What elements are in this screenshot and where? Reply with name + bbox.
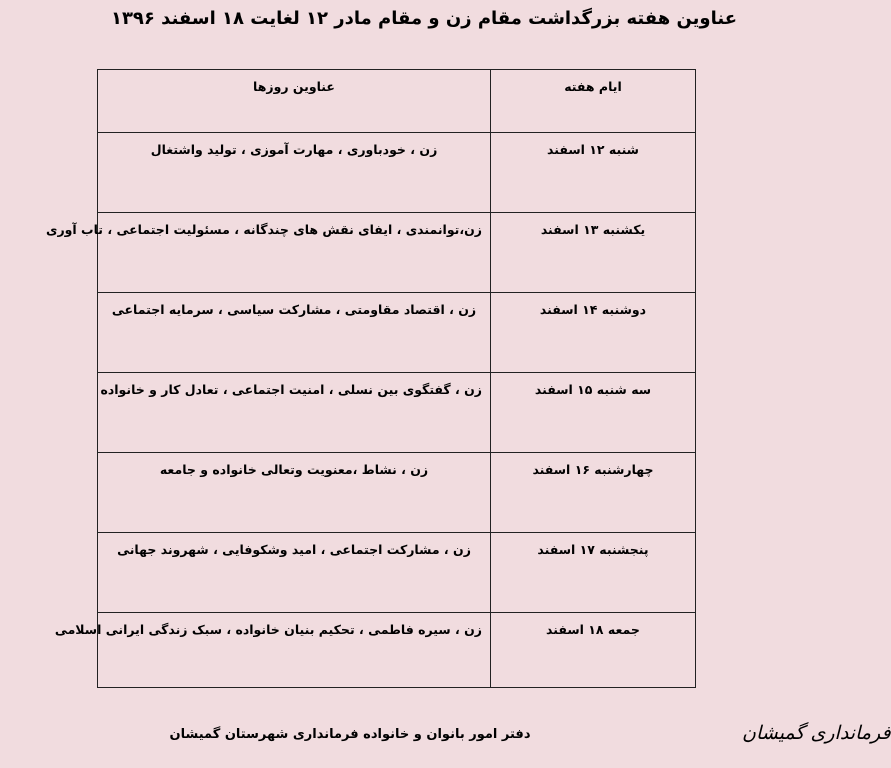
cell-title: زن ، نشاط ،معنویت وتعالی خانواده و جامعه <box>98 453 491 533</box>
cell-title: زن ، گفتگوی بین نسلی ، امنیت اجتماعی ، تعادل کار و خانواده <box>98 373 491 453</box>
table-row <box>98 293 696 373</box>
table-row <box>98 373 696 453</box>
cell-title: زن ، مشارکت اجتماعی ، امید وشکوفایی ، شهروند جهانی <box>98 533 491 613</box>
table-row <box>98 613 696 688</box>
cell-title: زن ، اقتصاد مقاومتی ، مشارکت سیاسی ، سرمایه اجتماعی <box>98 293 491 373</box>
footer-office-name: دفتر امور بانوان و خانواده فرمانداری شهرستان گمیشان <box>169 727 531 742</box>
column-header-day: ایام هفته <box>491 70 696 133</box>
cell-day: جمعه ۱۸ اسفند <box>491 613 696 688</box>
table-row <box>98 533 696 613</box>
cell-day: سه شنبه ۱۵ اسفند <box>491 373 696 453</box>
logo: فرمانداری گمیشان <box>742 722 891 744</box>
page-title: عناوین هفته بزرگداشت مقام زن و مقام مادر ۱۲ لغایت ۱۸ اسفند ۱۳۹۶ <box>110 8 738 29</box>
cell-day: پنجشنبه ۱۷ اسفند <box>491 533 696 613</box>
cell-title: زن،توانمندی ، ایفای نقش های چندگانه ، مسئولیت اجتماعی ، تاب آوری <box>98 213 491 293</box>
cell-title: زن ، خودباوری ، مهارت آموزی ، تولید واشتغال <box>98 133 491 213</box>
table-row <box>98 453 696 533</box>
cell-day: چهارشنبه ۱۶ اسفند <box>491 453 696 533</box>
table-row <box>98 133 696 213</box>
schedule-table <box>45 69 696 688</box>
cell-day: شنبه ۱۲ اسفند <box>491 133 696 213</box>
table-header-row <box>98 70 696 133</box>
table-row <box>98 213 696 293</box>
column-header-title: عناوین روزها <box>98 70 491 133</box>
cell-title: زن ، سیره فاطمی ، تحکیم بنیان خانواده ، سبک زندگی ایرانی اسلامی <box>98 613 491 688</box>
cell-day: دوشنبه ۱۴ اسفند <box>491 293 696 373</box>
cell-day: یکشنبه ۱۳ اسفند <box>491 213 696 293</box>
